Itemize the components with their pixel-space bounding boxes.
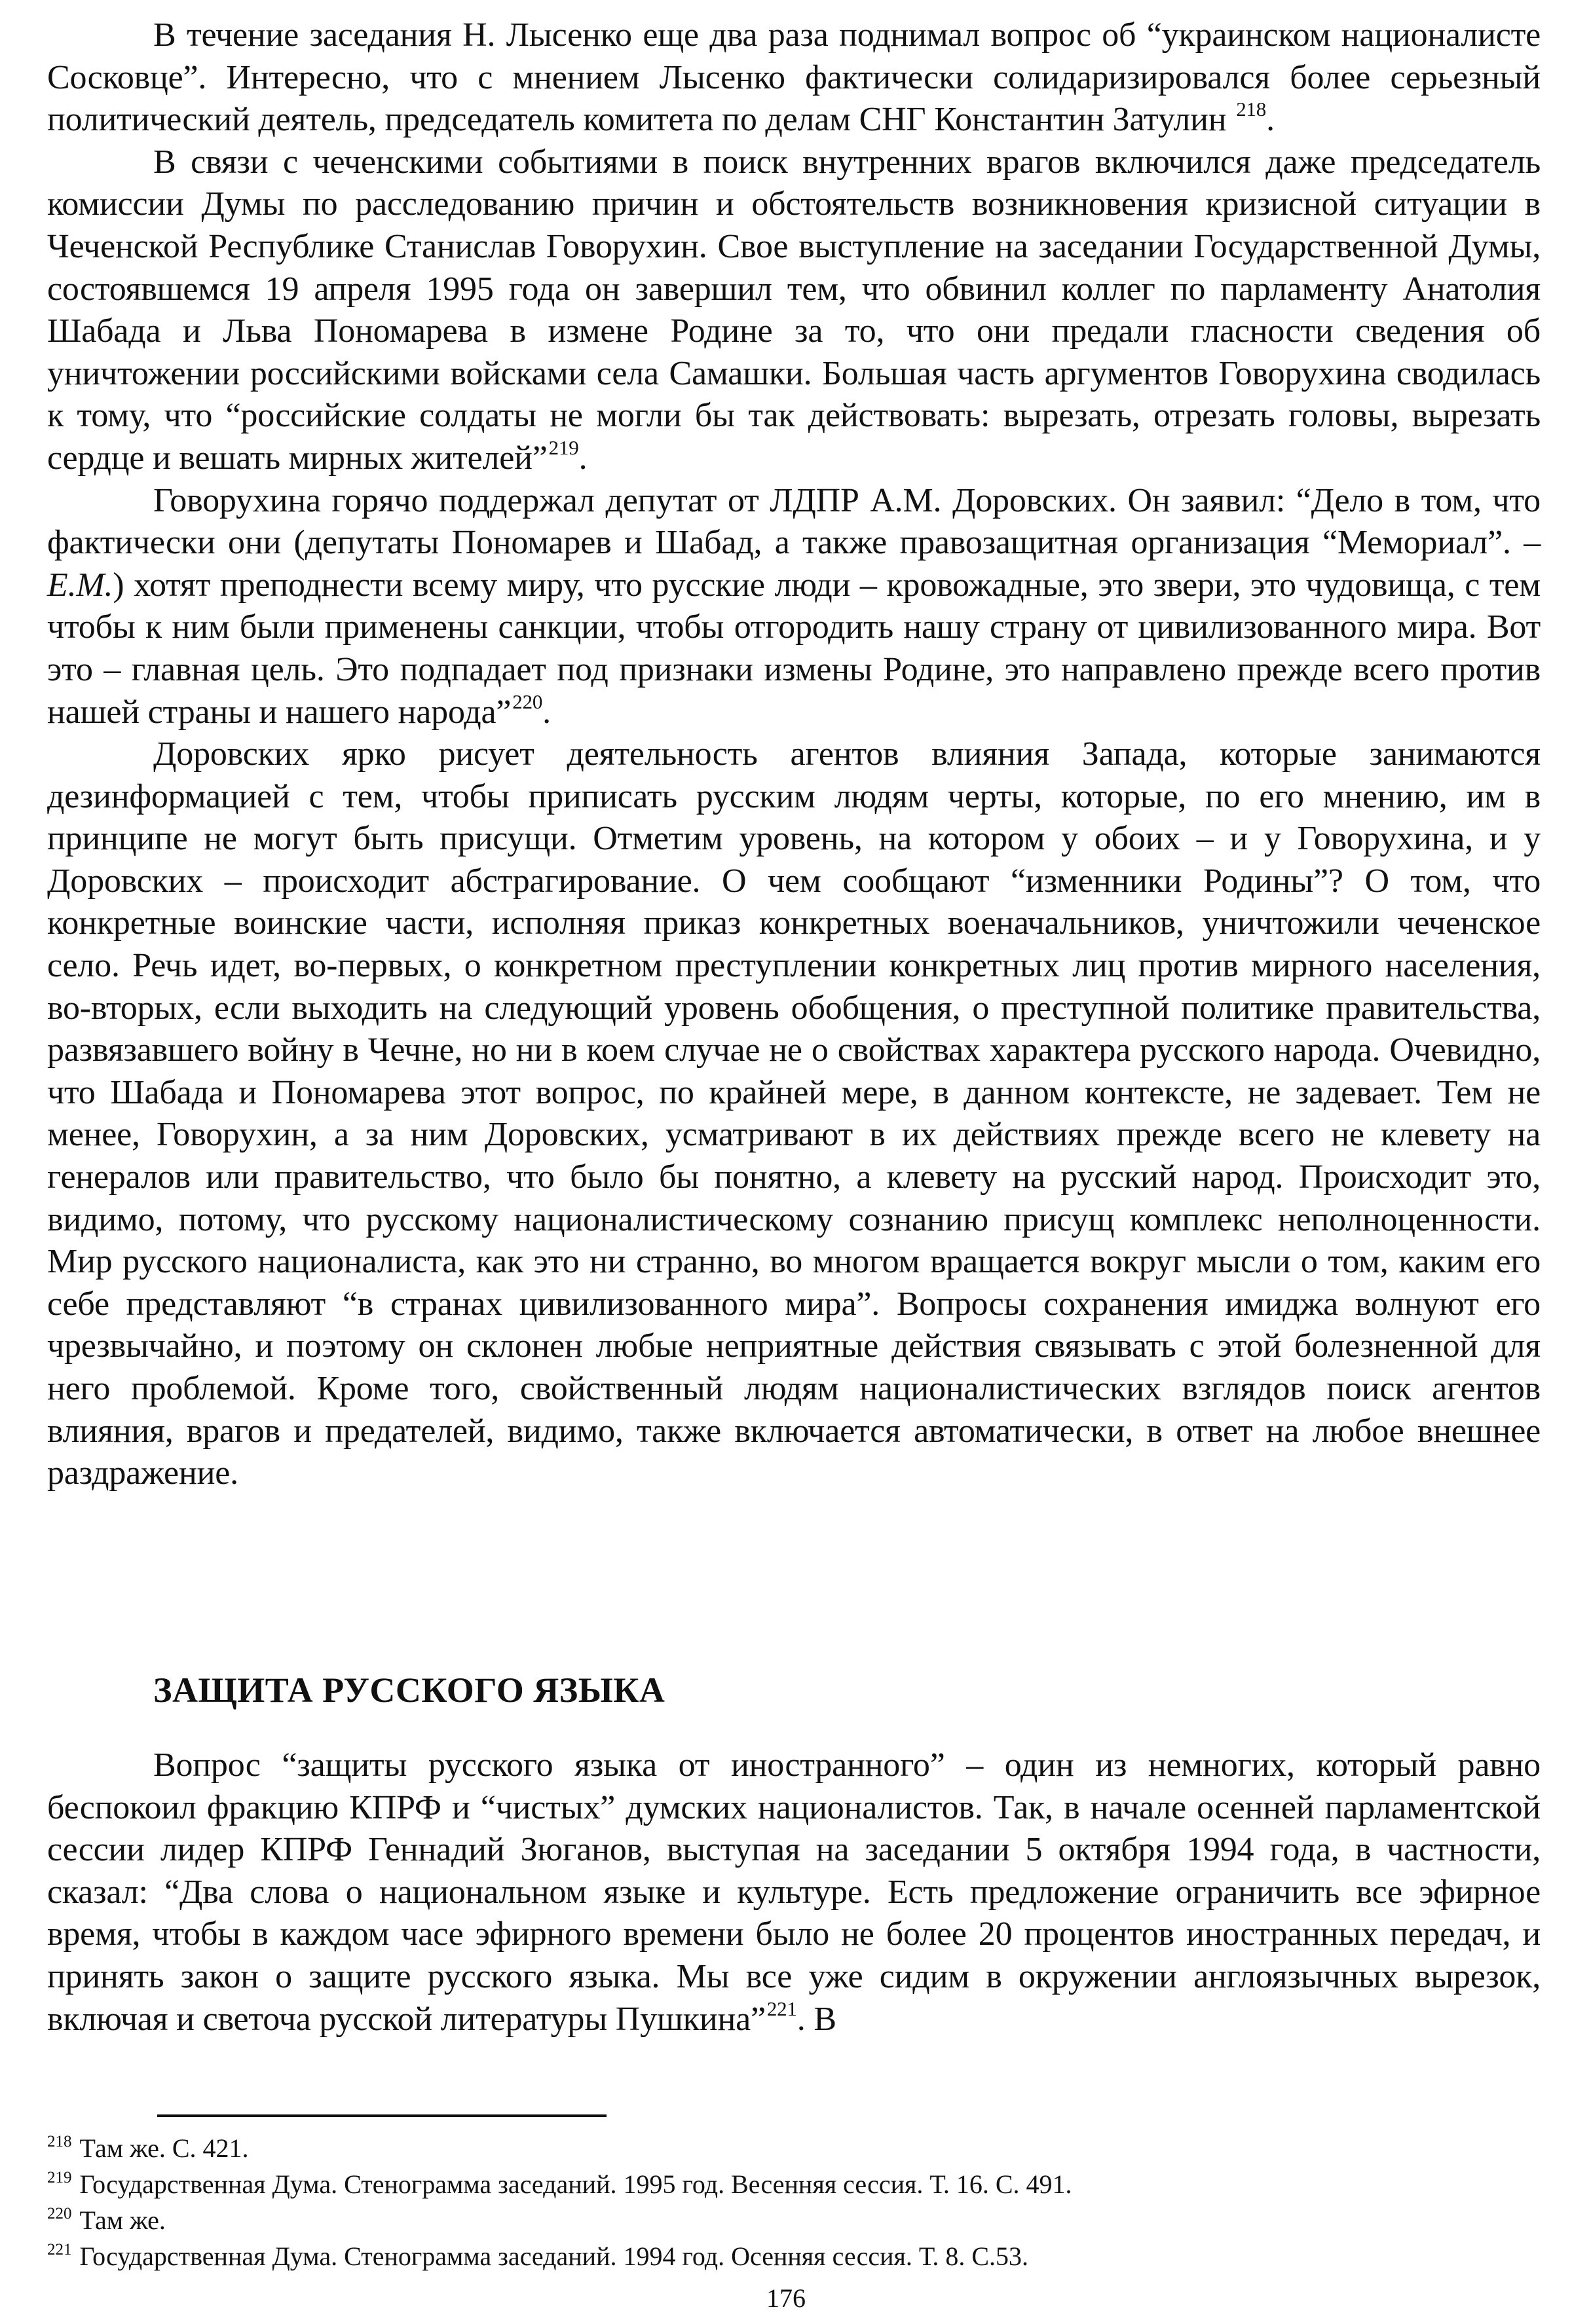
footnotes bbox=[47, 2132, 1541, 2276]
footnote-218 bbox=[47, 2132, 1541, 2168]
footnote-ref-220[interactable]: 220 bbox=[512, 690, 543, 713]
footnote-text: Государственная Дума. Стенограмма заседаний. 1995 год. Весенняя сессия. Т. 16. С. 491. bbox=[79, 2169, 1072, 2199]
footnote-divider bbox=[157, 2114, 607, 2117]
footnote-number: 219 bbox=[47, 2169, 72, 2186]
paragraph-3-text-b: ) хотят преподнести всему миру, что русские люди – кровожадные, это звери, это чудовища, с тем чтобы к ним были применены санкции, чтобы отгородить нашу страну от цивилизованного мира. Вот это – главная цель. Это подпадает под признаки измены Родине, это направлено прежде всего против нашей страны и нашего народа” bbox=[47, 566, 1541, 731]
footnote-ref-218[interactable]: 218 bbox=[1236, 98, 1267, 121]
footnote-text: Там же. С. 421. bbox=[79, 2133, 249, 2163]
main-text bbox=[47, 14, 1541, 1495]
footnote-ref-221[interactable]: 221 bbox=[766, 1997, 797, 2020]
footnote-220 bbox=[47, 2204, 1541, 2240]
footnote-text: Там же. bbox=[79, 2205, 166, 2235]
paragraph-3-end: . bbox=[542, 693, 551, 731]
section-paragraph-end: . В bbox=[796, 2000, 836, 2038]
paragraph-2-end: . bbox=[578, 439, 588, 477]
section-text bbox=[47, 1744, 1541, 2040]
footnote-number: 221 bbox=[47, 2241, 72, 2259]
paragraph-3 bbox=[47, 480, 1541, 734]
author-initials: Е.М. bbox=[47, 566, 113, 604]
paragraph-2 bbox=[47, 141, 1541, 480]
paragraph-4-text: Доровских ярко рисует деятельность агентов влияния Запада, которые занимаются дезинформацией с тем, чтобы приписать русским людям черты, которые, по его мнению, им в принципе не могут быть присущи. Отметим уровень, на котором у обоих – и у Говорухина, и у Доровских – происходит абстрагирование. О чем сообщают “изменники Родины”? О том, что конкретные воинские части, исполняя приказ конкретных военачальников, уничтожили чеченское село. Речь идет, во-первых, о конкретном преступлении конкретных лиц против мирного населения, во-вторых, если выходить на следующий уровень обобщения, о преступной политике правительства, развязавшего войну в Чечне, но ни в коем случае не о свойствах характера русского народа. Очевидно, что Шабада и Пономарева этот вопрос, по крайней мере, в данном контексте, не задевает. Тем не менее, Говорухин, а за ним Доровских, усматривают в их действиях прежде всего не клевету на генералов или правительство, что было бы понятно, а клевету на русский народ. Происходит это, видимо, потому, что русскому националистическому сознанию присущ комплекс неполноценности. Мир русского националиста, как это ни странно, во многом вращается вокруг мысли о том, каким его себе представляют “в странах цивилизованного мира”. Вопросы сохранения имиджа волнуют его чрезвычайно, и поэтому он склонен любые неприятные действия связывать с этой болезненной для него проблемой. Кроме того, свойственный людям националистических взглядов поиск агентов влияния, врагов и предателей, видимо, также включается автоматически, в ответ на любое внешнее раздражение. bbox=[47, 735, 1541, 1492]
section-paragraph bbox=[47, 1744, 1541, 2040]
page-number: 176 bbox=[766, 2283, 806, 2313]
section-heading: ЗАЩИТА РУССКОГО ЯЗЫКА bbox=[153, 1670, 665, 1710]
section-paragraph-text: Вопрос “защиты русского языка от иностранного” – один из немногих, который равно беспокоил фракцию КПРФ и “чистых” думских националистов. Так, в начале осенней парламентской сессии лидер КПРФ Геннадий Зюганов, выступая на заседании 5 октября 1994 года, в частности, сказал: “Два слова о национальном языке и культуре. Есть предложение ограничить все эфирное время, чтобы в каждом часе эфирного времени было не более 20 процентов иностранных передач, и принять закон о защите русского языка. Мы все уже сидим в окружении англоязычных вырезок, включая и светоча русской литературы Пушкина” bbox=[47, 1746, 1541, 2038]
paragraph-2-text: В связи с чеченскими событиями в поиск внутренних врагов включился даже председатель комиссии Думы по расследованию причин и обстоятельств возникновения кризисной ситуации в Чеченской Республике Станислав Говорухин. Свое выступление на заседании Государственной Думы, состоявшемся 19 апреля 1995 года он завершил тем, что обвинил коллег по парламенту Анатолия Шабада и Льва Пономарева в измене Родине за то, что они предали гласности сведения об уничтожении российскими войсками села Самашки. Большая часть аргументов Говорухина сводилась к тому, что “российские солдаты не могли бы так действовать: вырезать, отрезать головы, вырезать сердце и вешать мирных жителей” bbox=[47, 143, 1541, 477]
footnote-ref-219[interactable]: 219 bbox=[548, 435, 579, 459]
paragraph-1-end: . bbox=[1266, 101, 1275, 139]
footnote-number: 218 bbox=[47, 2133, 72, 2150]
paragraph-4 bbox=[47, 733, 1541, 1495]
paragraph-1 bbox=[47, 14, 1541, 141]
paragraph-3-text-a: Говорухина горячо поддержал депутат от ЛДПР А.М. Доровских. Он заявил: “Дело в том, что фактически они (депутаты Пономарев и Шабад, а также правозащитная организация “Мемориал”. – bbox=[47, 481, 1541, 562]
paragraph-1-text: В течение заседания Н. Лысенко еще два раза поднимал вопрос об “украинском националисте Сосковце”. Интересно, что с мнением Лысенко фактически солидаризировался более серьезный политический деятель, председатель комитета по делам СНГ Константин Затулин bbox=[47, 16, 1541, 139]
footnote-221 bbox=[47, 2240, 1541, 2276]
footnote-219 bbox=[47, 2168, 1541, 2204]
footnote-text: Государственная Дума. Стенограмма заседаний. 1994 год. Осенняя сессия. Т. 8. С.53. bbox=[79, 2241, 1028, 2271]
footnote-number: 220 bbox=[47, 2205, 72, 2223]
